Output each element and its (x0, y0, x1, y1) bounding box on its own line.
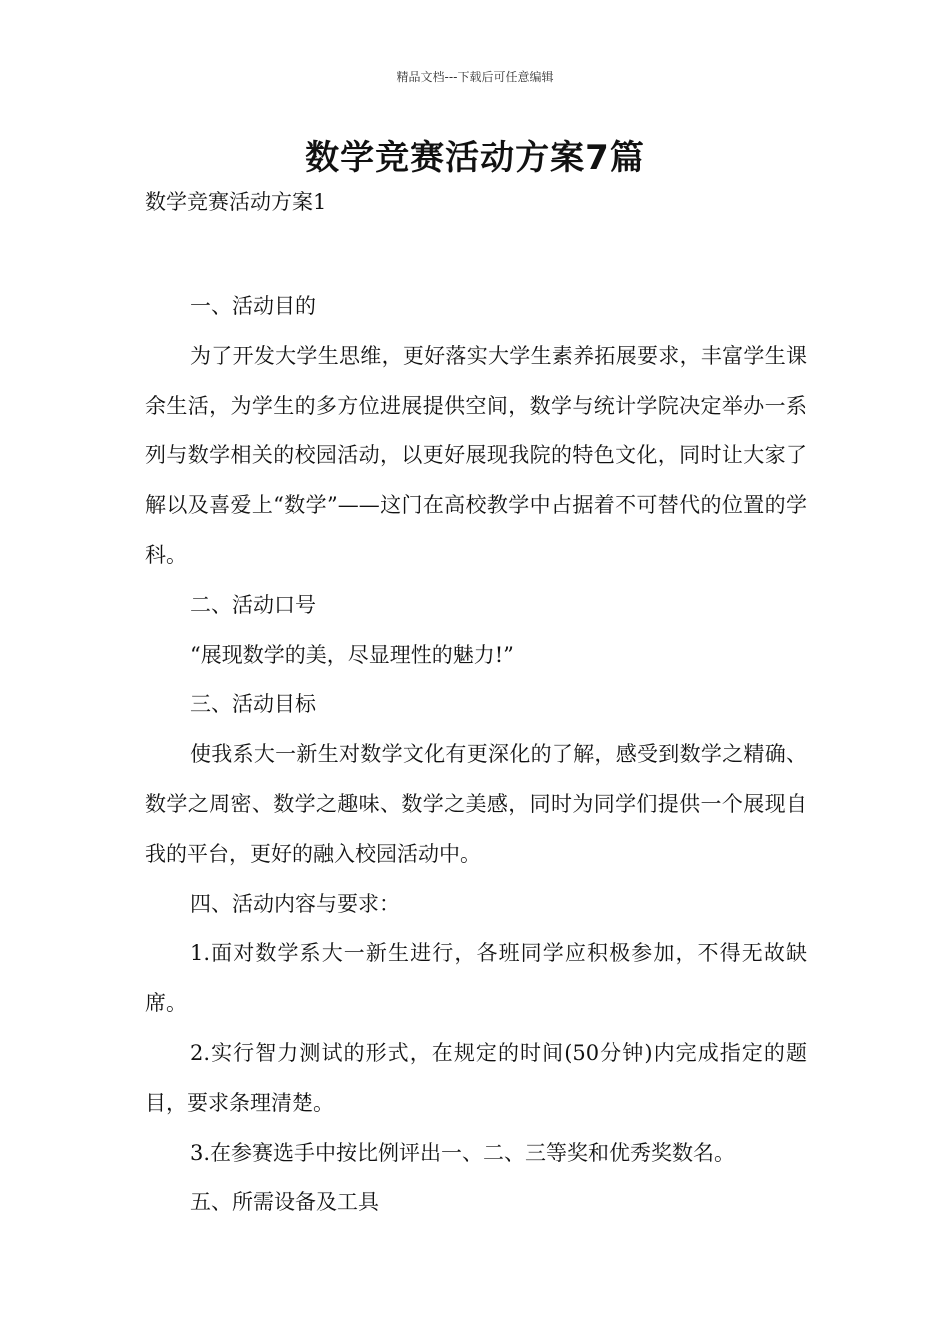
section-subtitle: 数学竞赛活动方案1 (145, 190, 327, 214)
document-body (145, 282, 807, 1228)
heading-purpose: 一、活动目的 (190, 294, 316, 318)
heading-slogan: 二、活动口号 (190, 592, 316, 617)
paragraph-purpose: 为了开发大学生思维，更好落实大学生素养拓展要求，丰富学生课余生活，为学生的多方位进展提供空间，数学与统计学院决定举办一系列与数学相关的校园活动，以更好展现我院的特色文化，同时让大家了解以及喜爱上“数学”——这门在高校教学中占据着不可替代的位置的学科。 (145, 343, 807, 567)
heading-content: 四、活动内容与要求： (190, 891, 400, 916)
paragraph-content-2: 2.实行智力测试的形式，在规定的时间(50分钟)内完成指定的题目，要求条理清楚。 (145, 1040, 807, 1115)
document-title: 数学竞赛活动方案7篇 (305, 138, 645, 178)
heading-equipment: 五、所需设备及工具 (190, 1190, 379, 1215)
paragraph-content-3: 3.在参赛选手中按比例评出一、二、三等奖和优秀奖数名。 (190, 1140, 736, 1165)
paragraph-slogan: “展现数学的美，尽显理性的魅力!” (190, 642, 514, 667)
heading-goals: 三、活动目标 (190, 692, 316, 717)
paragraph-content-1: 1.面对数学系大一新生进行，各班同学应积极参加，不得无故缺席。 (145, 941, 807, 1016)
paragraph-goals: 使我系大一新生对数学文化有更深化的了解，感受到数学之精确、数学之周密、数学之趣味、数学之美感，同时为同学们提供一个展现自我的平台，更好的融入校园活动中。 (145, 742, 807, 866)
header-note: 精品文档---下载后可任意编辑 (396, 70, 554, 84)
